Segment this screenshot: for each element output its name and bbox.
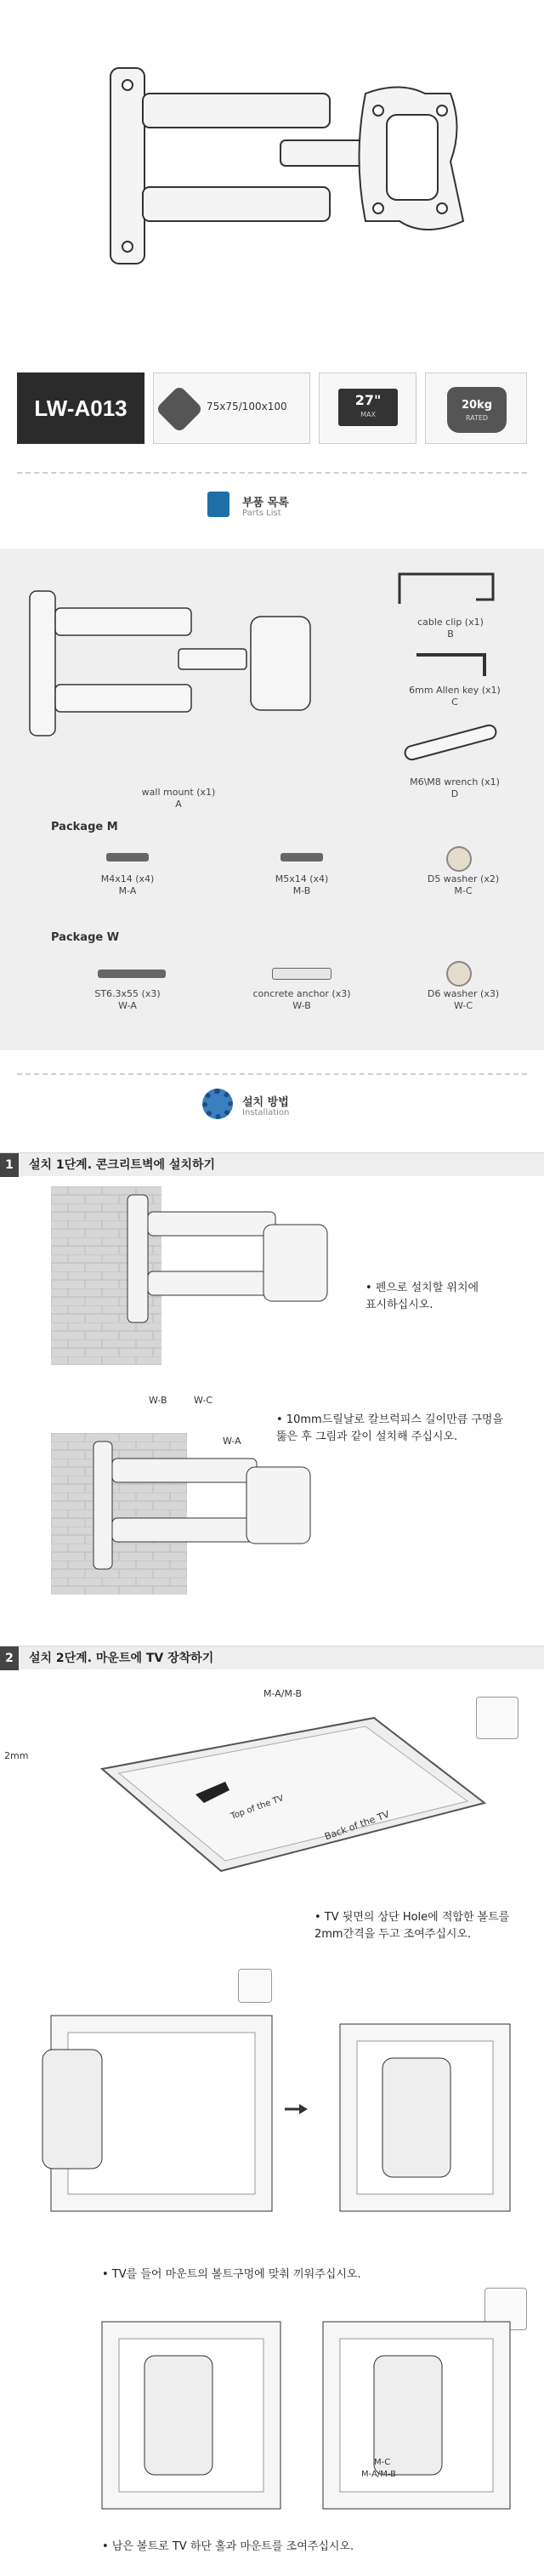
monitor-icon: 27" MAX [338,389,398,426]
washer-icon [446,846,472,872]
label-mc: M-C [374,2458,391,2467]
weight-spec [425,372,527,444]
package-w-item: D6 washer (x3) W-C [427,988,500,1011]
step-1-note-1: • 펜으로 설치할 위치에 표시하십시오. [366,1282,479,1311]
package-m-title: Package M [51,821,118,833]
product-mount-illustration [0,0,544,349]
screw-icon [280,853,323,862]
screw-icon [106,853,149,862]
package-w-item: ST6.3x55 (x3) W-A [94,988,161,1011]
label-wa: W-A [223,1436,241,1447]
divider-1 [17,472,527,474]
spec-bar [0,366,544,451]
label-wb: W-B [149,1395,167,1406]
package-m-item: M4x14 (x4) M-A [100,873,155,896]
installation-heading [0,1084,544,1135]
installation-title: 설치 방법 [242,1096,289,1109]
step-1-number: 1 [0,1153,19,1177]
screen-size-spec [319,372,416,444]
package-m-item: M5x14 (x4) M-B [275,873,329,896]
wrench-label: M6\M8 wrench (x1) D [410,776,500,799]
step-1-wall-illustration [51,1186,493,1595]
vesa-spec [153,372,310,444]
parts-list-icon [207,492,230,517]
divider-2 [17,1073,527,1075]
tv-lift-illustration [17,1999,527,2237]
cable-clip-icon [391,561,510,612]
label-2mm: 2mm [4,1750,29,1761]
package-m-row [34,846,527,914]
package-w-row [34,961,527,1029]
step-2-note-1: • TV 뒷면의 상단 Hole에 적합한 볼트를 2mm간격을 두고 조여주십시오. [314,1911,510,1941]
parts-list-subtitle: Parts List [242,509,281,518]
wall-mount-illustration [17,583,323,744]
model-badge: LW-A013 [17,372,144,444]
tv-fasten-illustration [17,2313,527,2526]
vesa-value: 75x75/100x100 [207,401,287,412]
package-w-item: concrete anchor (x3) W-B [252,988,351,1011]
parts-list-title: 부품 목록 [242,497,289,509]
parts-list-heading [0,485,544,536]
cable-clip-label: cable clip (x1) B [417,617,484,640]
label-wc: W-C [194,1395,213,1406]
screw-icon [98,970,166,978]
two-person-icon [238,1969,272,2003]
step-2-number: 2 [0,1646,19,1670]
vesa-icon [156,385,204,434]
package-w-title: Package W [51,931,120,944]
allen-key-label: 6mm Allen key (x1) C [409,685,501,708]
gear-icon [202,1089,233,1119]
weight-icon: 20kg RATED [447,387,507,433]
washer-icon [446,961,472,987]
label-top-of-tv: Top of the TV [230,1794,286,1822]
step-2-bar [0,1646,544,1669]
step-2-note-3: • 남은 볼트로 TV 하단 홀과 마운트를 조여주십시오. [102,2540,354,2553]
step-2-title: 설치 2단계. 마운트에 TV 장착하기 [29,1652,214,1665]
label-back-of-tv: Back of the TV [323,1808,391,1843]
tv-back-illustration [85,1701,493,1879]
label-mamb: M-A/M-B [264,1688,303,1699]
wall-mount-label: wall mount (x1) A [141,787,216,810]
step-1-note-2: • 10mm드릴날로 칼브럭피스 길이만큼 구멍을 뚫은 후 그림과 같이 설치해 주십시오. [276,1413,503,1443]
installation-subtitle: Installation [242,1108,290,1117]
parts-list-panel [0,549,544,1050]
step-1-title: 설치 1단계. 콘크리트벽에 설치하기 [29,1158,216,1172]
package-m-item: D5 washer (x2) M-C [427,873,500,896]
step-2-note-2: • TV를 들어 마운트의 볼트구멍에 맞춰 끼워주십시오. [102,2268,361,2281]
product-hero [0,0,544,349]
step-1-bar [0,1152,544,1176]
anchor-icon [272,968,332,980]
label-mamb-2: M-A/M-B [361,2470,396,2479]
wrench-icon [395,719,506,770]
allen-key-icon [412,646,497,680]
